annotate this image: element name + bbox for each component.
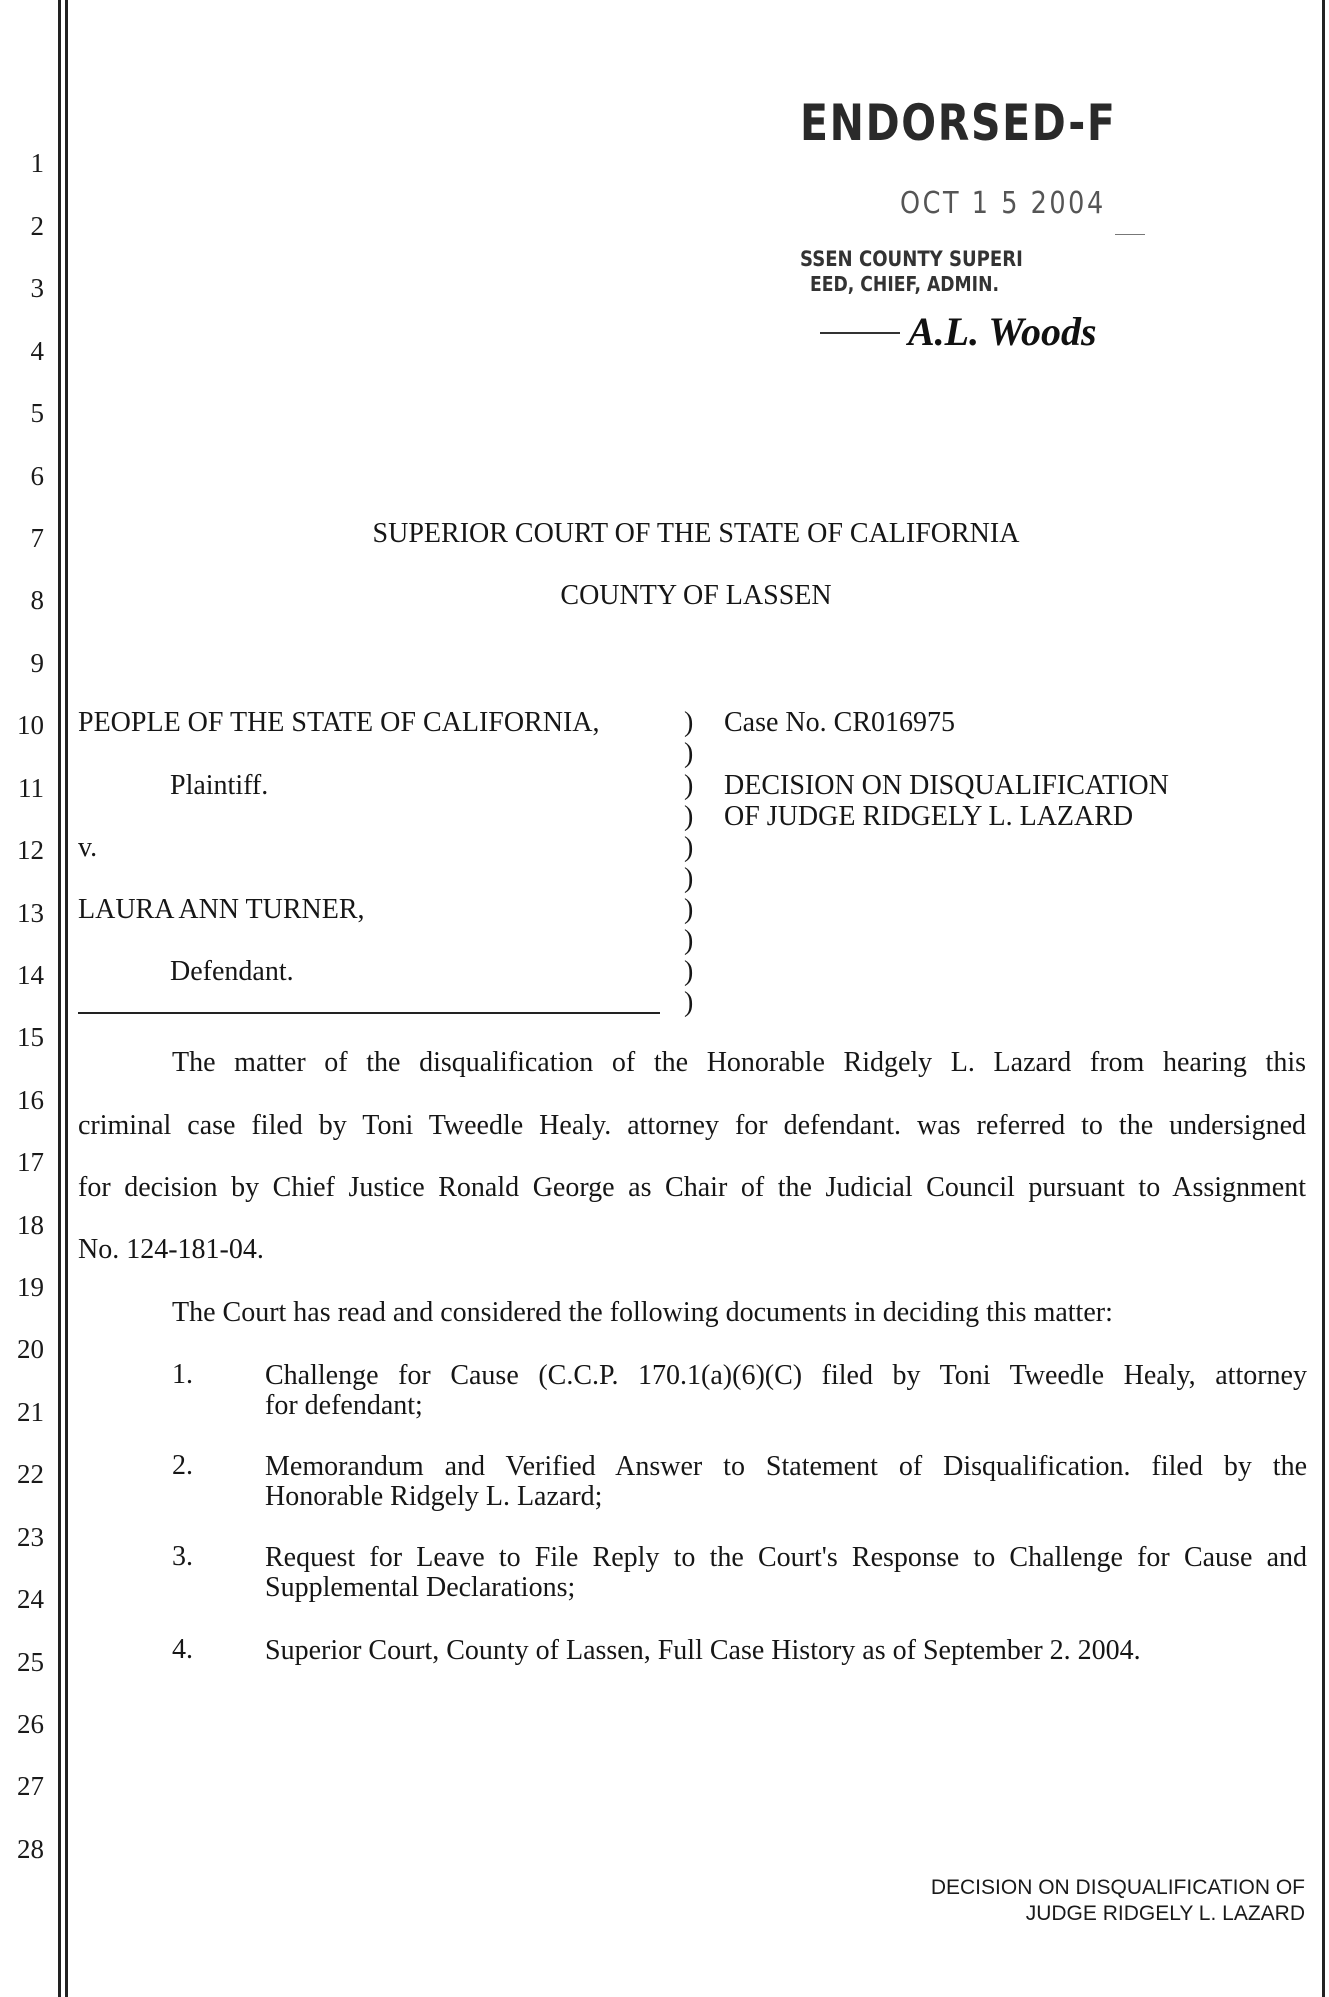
line-number: 21 (17, 1397, 44, 1427)
court-heading: SUPERIOR COURT OF THE STATE OF CALIFORNIA (372, 518, 1020, 549)
line-number: 22 (17, 1459, 44, 1489)
versus: v. (78, 832, 98, 863)
body-paragraph-line: No. 124-181-04. (78, 1234, 264, 1265)
caption-paren: ) (684, 987, 694, 1018)
body-paragraph: The Court has read and considered the following documents in deciding this matter: (172, 1297, 1113, 1328)
caption-paren: ) (684, 863, 694, 894)
right-margin-rule (1322, 0, 1325, 1997)
line-number: 8 (30, 585, 44, 615)
left-margin-rule (58, 0, 61, 1997)
line-number: 11 (18, 773, 44, 803)
line-number: 1 (30, 148, 44, 178)
list-item-number: 4. (172, 1634, 193, 1665)
list-item (265, 1361, 1307, 1421)
line-number: 28 (17, 1834, 44, 1864)
list-item-number: 1. (172, 1359, 193, 1390)
line-number: 2 (30, 211, 44, 241)
stamp-dash (1115, 234, 1145, 235)
list-item-text: Superior Court, County of Lassen, Full Case History as of September 2. 2004. (265, 1635, 1141, 1666)
line-number: 26 (17, 1709, 44, 1739)
line-number: 18 (17, 1210, 44, 1240)
caption-paren: ) (684, 770, 694, 801)
case-number: Case No. CR016975 (724, 707, 955, 738)
list-item-number: 2. (172, 1450, 193, 1481)
stamp-clerk: EED, CHIEF, ADMIN. (810, 272, 1000, 296)
line-number: 13 (17, 898, 44, 928)
line-number: 9 (30, 648, 44, 678)
line-number: 19 (17, 1272, 44, 1302)
list-item-text: Honorable Ridgely L. Lazard; (265, 1481, 603, 1512)
line-number: 23 (17, 1522, 44, 1552)
caption-paren: ) (684, 738, 694, 769)
body-paragraph-line: criminal case filed by Toni Tweedle Healy. attorney for defendant. was referred to the undersigned (78, 1110, 1306, 1141)
line-number: 27 (17, 1771, 44, 1801)
line-number: 16 (17, 1085, 44, 1115)
list-item (265, 1543, 1307, 1603)
document-title-line2: OF JUDGE RIDGELY L. LAZARD (724, 801, 1134, 832)
line-number: 6 (30, 461, 44, 491)
defendant-role: Defendant. (170, 956, 294, 987)
line-number: 25 (17, 1647, 44, 1677)
caption-paren: ) (684, 832, 694, 863)
stamp-dash (820, 332, 900, 334)
list-item-text: Challenge for Cause (C.C.P. 170.1(a)(6)(C) filed by Toni Tweedle Healy, attorney (265, 1360, 1307, 1391)
line-number: 14 (17, 960, 44, 990)
endorsed-stamp: ENDORSED-F (800, 94, 1117, 152)
list-item-number: 3. (172, 1541, 193, 1572)
list-item-text: Memorandum and Verified Answer to Statement of Disqualification. filed by the (265, 1451, 1307, 1482)
page-footer (931, 1875, 1305, 1927)
caption-paren: ) (684, 894, 694, 925)
list-item (265, 1636, 1307, 1666)
line-number: 24 (17, 1584, 44, 1614)
county-heading: COUNTY OF LASSEN (560, 580, 832, 611)
list-item-text: Supplemental Declarations; (265, 1572, 576, 1603)
line-number: 7 (30, 523, 44, 553)
body-paragraph-line: The matter of the disqualification of the Honorable Ridgely L. Lazard from hearing this (172, 1047, 1306, 1078)
line-number: 12 (17, 835, 44, 865)
line-number: 5 (30, 398, 44, 428)
line-number: 3 (30, 273, 44, 303)
document-title-line1: DECISION ON DISQUALIFICATION (724, 770, 1169, 801)
caption-rule (78, 1012, 660, 1014)
list-item-text: Request for Leave to File Reply to the Court's Response to Challenge for Cause and (265, 1542, 1307, 1573)
caption-paren: ) (684, 707, 694, 738)
caption-paren: ) (684, 801, 694, 832)
stamp-county: SSEN COUNTY SUPERI (800, 247, 1023, 271)
caption-paren: ) (684, 925, 694, 956)
line-number: 20 (17, 1334, 44, 1364)
footer-line: JUDGE RIDGELY L. LAZARD (1025, 1902, 1305, 1925)
plaintiff-role: Plaintiff. (170, 770, 269, 801)
footer-line: DECISION ON DISQUALIFICATION OF (930, 1876, 1305, 1899)
body-paragraph-line: for decision by Chief Justice Ronald George as Chair of the Judicial Council pursuant to Assignment (78, 1172, 1306, 1203)
line-number: 17 (17, 1147, 44, 1177)
caption-paren: ) (684, 956, 694, 987)
line-number: 4 (30, 336, 44, 366)
list-item (265, 1452, 1307, 1512)
line-number: 15 (17, 1022, 44, 1052)
defendant-name: LAURA ANN TURNER, (78, 894, 365, 925)
list-item-text: for defendant; (265, 1390, 423, 1421)
plaintiff-name: PEOPLE OF THE STATE OF CALIFORNIA, (78, 707, 600, 738)
clerk-signature: A.L. Woods (908, 309, 1097, 354)
left-margin-rule-inner (65, 0, 68, 1997)
line-number: 10 (17, 710, 44, 740)
stamp-date: OCT 1 5 2004 (900, 186, 1106, 221)
